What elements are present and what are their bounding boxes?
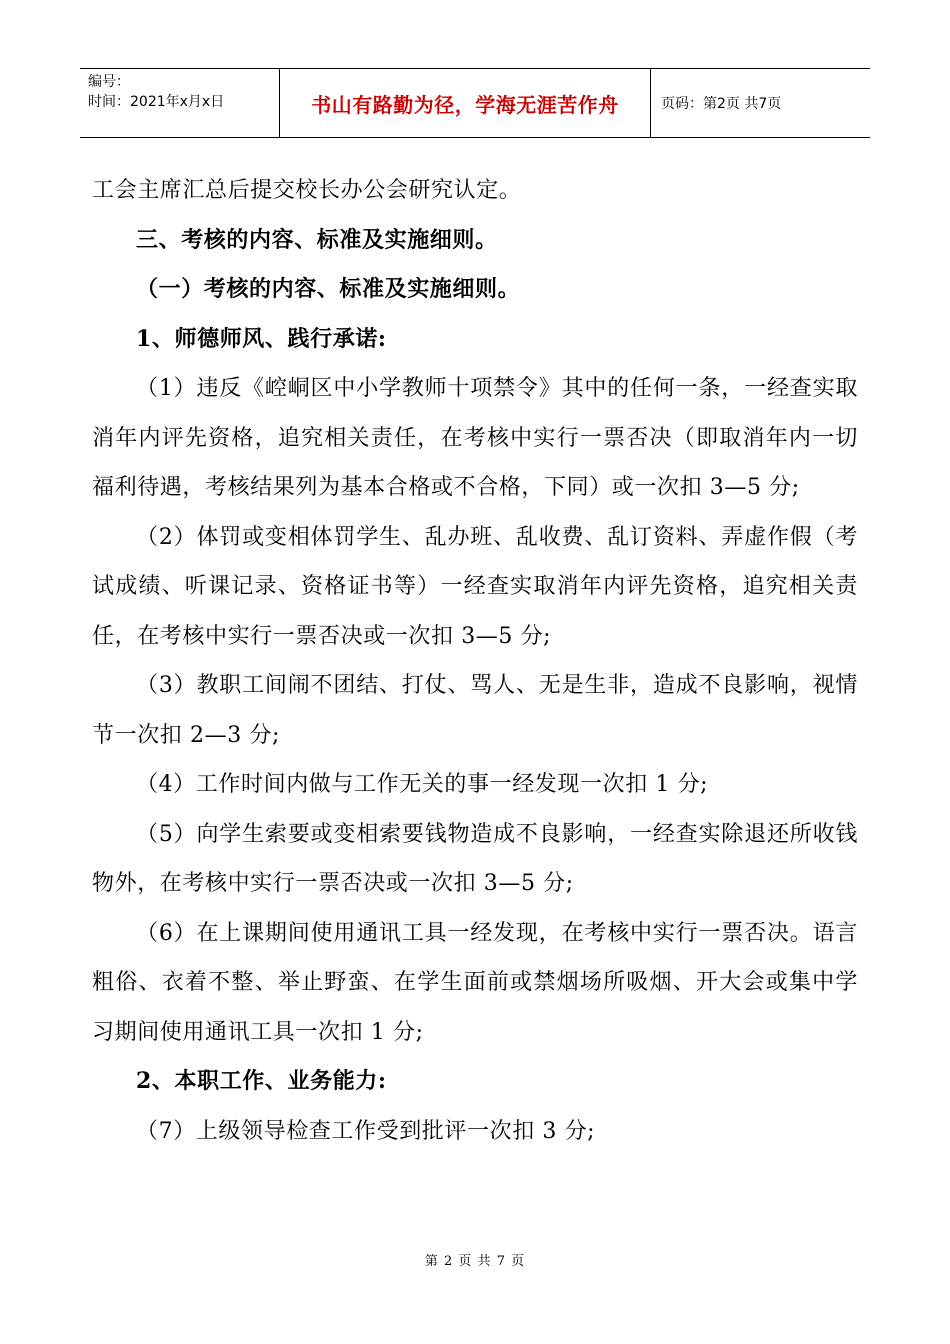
paragraph: 工会主席汇总后提交校长办公会研究认定。 [92,178,522,203]
paragraph: （5）向学生索要或变相索要钱物造成不良影响，一经查实除退还所收钱物外，在考核中实行一票否决或一次扣 3—5 分; [92,821,858,896]
item-heading: 2、本职工作、业务能力: [136,1068,387,1094]
section-heading: 三、考核的内容、标准及实施细则。 [136,226,498,253]
header-slogan: 书山有路勤为径，学海无涯苦作舟 [280,69,651,137]
paragraph: （2）体罚或变相体罚学生、乱办班、乱收费、乱订资料、弄虚作假（考试成绩、听课记录、资格证书等）一经查实取消年内评先资格，追究相关责任，在考核中实行一票否决或一次扣 3—5 分; [92,524,858,649]
paragraph: （3）教职工间闹不团结、打仗、骂人、无是生非，造成不良影响，视情节一次扣 2—3 分; [92,673,858,748]
item-heading: 1、师德师风、践行承诺: [136,325,387,352]
page-footer: 第 2 页 共 7 页 [424,1254,526,1269]
paragraph: （7）上级领导检查工作受到批评一次扣 3 分; [136,1118,596,1144]
header-page-info: 页码：第2页 共7页 [661,96,782,112]
time-label: 时间：2021年x月x日 [88,94,225,110]
page-header [80,68,870,138]
header-meta [80,69,280,137]
serial-label: 编号： [88,74,130,90]
subsection-heading: （一）考核的内容、标准及实施细则。 [136,276,521,302]
paragraph: （1）违反《崆峒区中小学教师十项禁令》其中的任何一条，一经查实取消年内评先资格，追究相关责任，在考核中实行一票否决（即取消年内一切福利待遇，考核结果列为基本合格或不合格，下同）或一次扣 3—5 分; [92,376,858,500]
paragraph: （4）工作时间内做与工作无关的事一经发现一次扣 1 分; [136,772,709,797]
document-body [92,166,858,1156]
paragraph: （6）在上课期间使用通讯工具一经发现，在考核中实行一票否决。语言粗俗、衣着不整、举止野蛮、在学生面前或禁烟场所吸烟、开大会或集中学习期间使用通讯工具一次扣 1 分; [92,920,858,1045]
